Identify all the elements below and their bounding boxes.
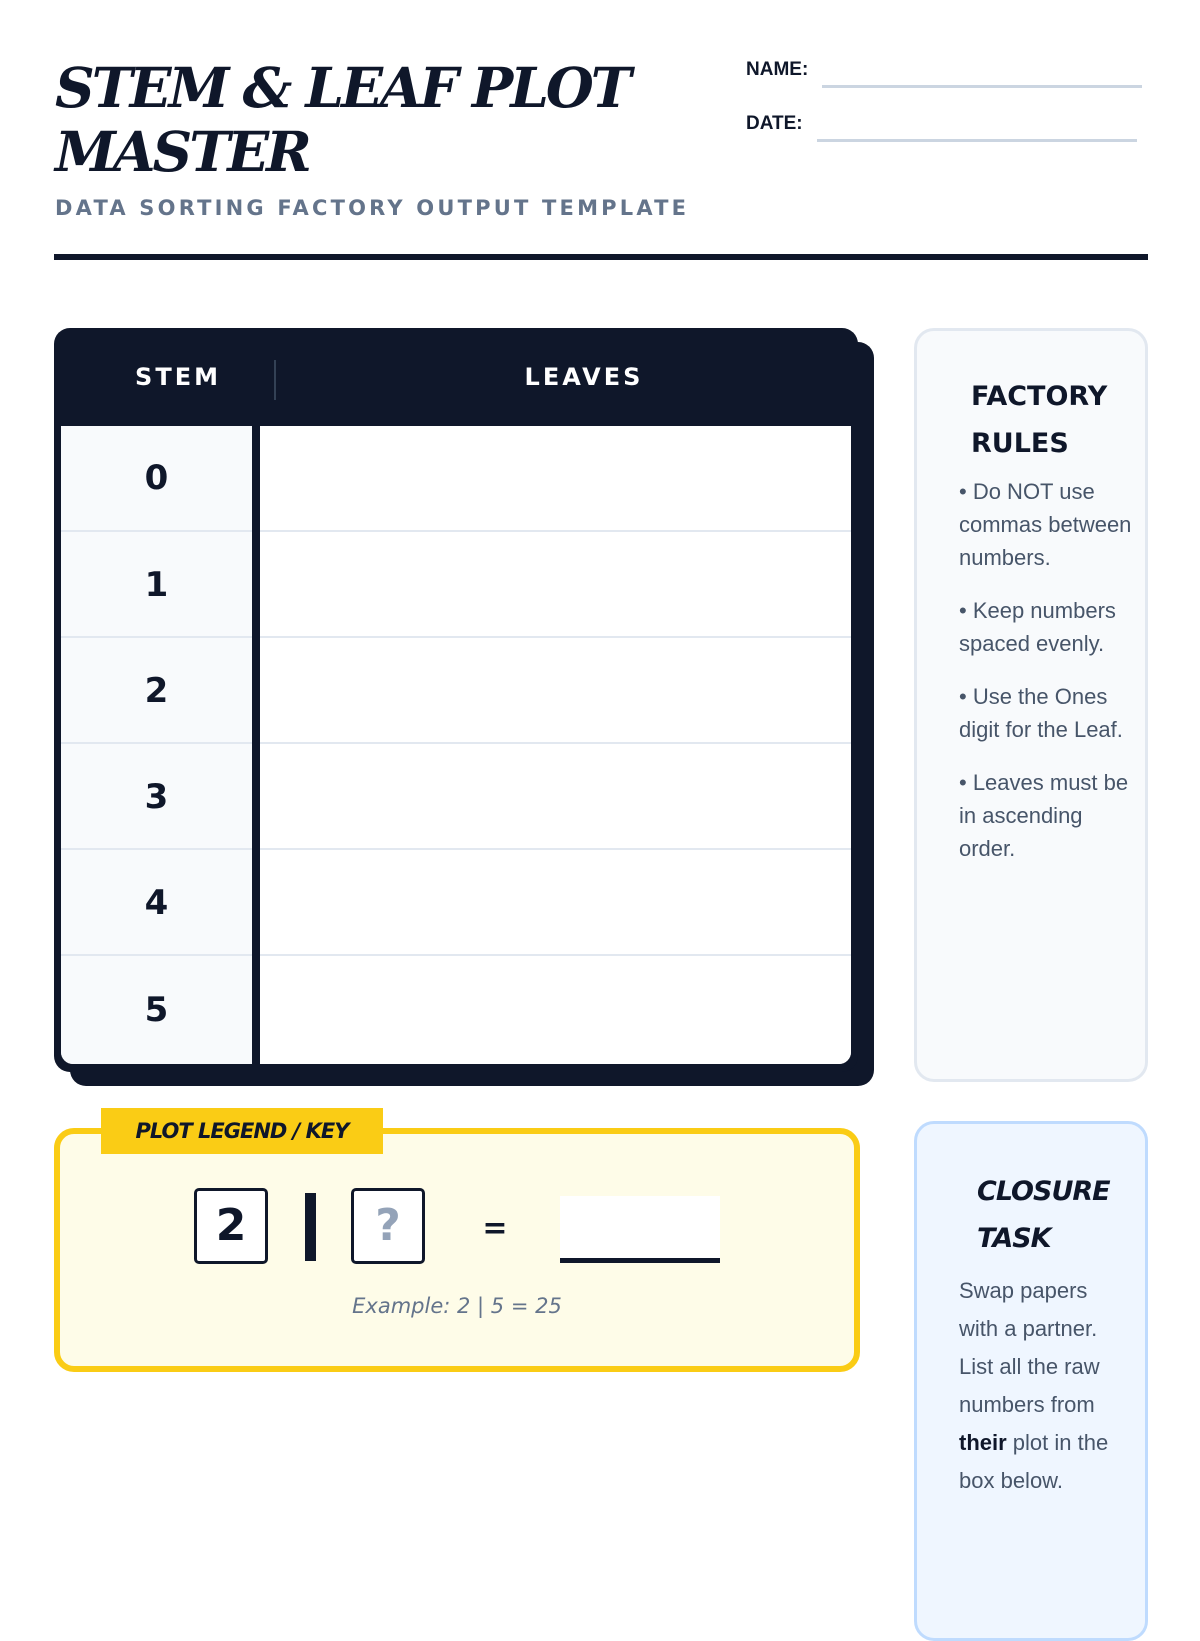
worksheet-subtitle: DATA SORTING FACTORY OUTPUT TEMPLATE (55, 196, 690, 220)
table-body (61, 426, 851, 1064)
closure-task-text (959, 1272, 1129, 1500)
name-field[interactable] (822, 85, 1142, 88)
date-field[interactable] (817, 139, 1137, 142)
leaves-cell[interactable] (260, 638, 851, 744)
stem-leaf-table (54, 328, 858, 1072)
leaves-cell[interactable] (260, 850, 851, 956)
worksheet-title: STEM & LEAF PLOT MASTER (55, 55, 629, 184)
table-row (61, 638, 851, 744)
stem-column-header: STEM (135, 363, 221, 391)
table-row (61, 850, 851, 956)
closure-text-end: plot in the box below. (959, 1430, 1109, 1493)
rule-item: • Do NOT use commas between numbers. (959, 479, 1132, 570)
closure-text-emphasis: their (959, 1430, 1007, 1455)
key-leaf-box: ? (351, 1188, 425, 1264)
leaves-cell[interactable] (260, 744, 851, 850)
leaves-cell[interactable] (260, 426, 851, 532)
date-label: DATE: (746, 113, 803, 134)
stem-cell: 3 (61, 744, 252, 850)
key-equals-sign: = (482, 1211, 508, 1246)
stem-cell: 5 (61, 956, 252, 1064)
key-stem-box: 2 (194, 1188, 268, 1264)
factory-rules-title: FACTORY RULES (971, 381, 1108, 459)
table-row (61, 744, 851, 850)
key-answer-field[interactable] (560, 1196, 720, 1263)
rule-item: • Use the Ones digit for the Leaf. (959, 684, 1123, 742)
plot-legend-title: PLOT LEGEND / KEY (101, 1108, 383, 1154)
leaves-column-header: LEAVES (524, 363, 644, 391)
stem-cell: 0 (61, 426, 252, 532)
name-label: NAME: (746, 59, 809, 80)
closure-text-start: Swap papers with a partner. List all the raw numbers from (959, 1278, 1100, 1417)
header-divider (54, 254, 1148, 260)
stem-cell: 1 (61, 532, 252, 638)
stem-cell: 2 (61, 638, 252, 744)
rule-item: • Leaves must be in ascending order. (959, 770, 1129, 861)
key-example-text: Example: 2 | 5 = 25 (352, 1294, 562, 1318)
closure-task-title: CLOSURE TASK (977, 1176, 1110, 1254)
plot-legend-box (54, 1128, 860, 1372)
table-row (61, 956, 851, 1064)
rule-item: • Keep numbers spaced evenly. (959, 598, 1116, 656)
date-field-row (746, 112, 1137, 136)
leaves-cell[interactable] (260, 532, 851, 638)
closure-task-card (914, 1121, 1148, 1641)
name-field-row (746, 58, 1142, 82)
factory-rules-list (959, 475, 1139, 885)
table-row (61, 426, 851, 532)
stem-leaf-divider (252, 426, 260, 1064)
table-header (54, 328, 858, 426)
leaves-cell[interactable] (260, 956, 851, 1064)
key-separator-bar (305, 1193, 316, 1261)
stem-cell: 4 (61, 850, 252, 956)
table-row (61, 532, 851, 638)
factory-rules-card (914, 328, 1148, 1082)
header-column-divider (274, 360, 276, 400)
